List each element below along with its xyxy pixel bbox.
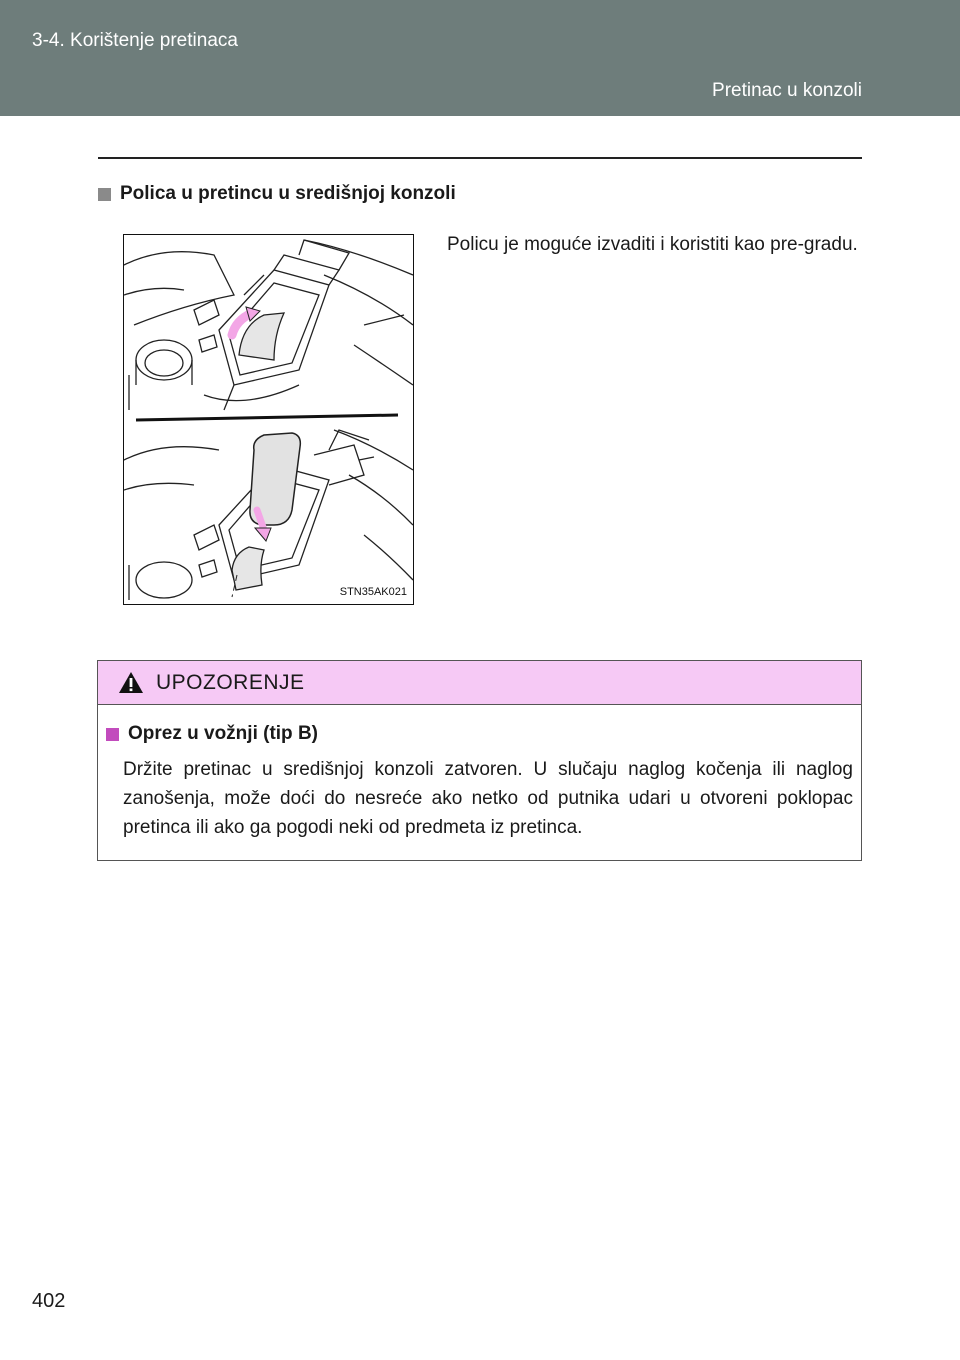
- console-drawing: [124, 235, 413, 604]
- warning-subheading: [106, 723, 318, 745]
- section-divider: [98, 157, 862, 159]
- warning-triangle-icon: [118, 671, 144, 694]
- warning-box: [97, 660, 862, 861]
- warning-title: UPOZORENJE: [156, 670, 305, 694]
- warning-header: [98, 661, 861, 705]
- figure-code: STN35AK021: [339, 586, 407, 598]
- warning-subheading-text: Oprez u vožnji (tip B): [128, 723, 318, 744]
- page-header: [0, 0, 960, 116]
- description-text: Policu je moguće izvaditi i koristiti kao pre-gradu.: [447, 234, 858, 255]
- subsection-heading: [98, 183, 456, 205]
- subsection-heading-text: Polica u pretincu u središnjoj konzoli: [120, 183, 456, 204]
- square-bullet-icon: [98, 188, 111, 201]
- page-number: 402: [32, 1290, 66, 1312]
- square-bullet-icon: [106, 728, 119, 741]
- console-tray-illustration: [123, 234, 414, 605]
- section-title: Pretinac u konzoli: [712, 80, 862, 101]
- chapter-title: 3-4. Korištenje pretinaca: [32, 30, 238, 51]
- warning-text: Držite pretinac u središnjoj konzoli zatvoren. U slučaju naglog kočenja ili naglog zanošenja, može doći do nesreće ako netko od putnika udari u otvoreni poklopac pretinca ili ako ga pogodi neki od predmeta iz pretinca.: [123, 759, 853, 838]
